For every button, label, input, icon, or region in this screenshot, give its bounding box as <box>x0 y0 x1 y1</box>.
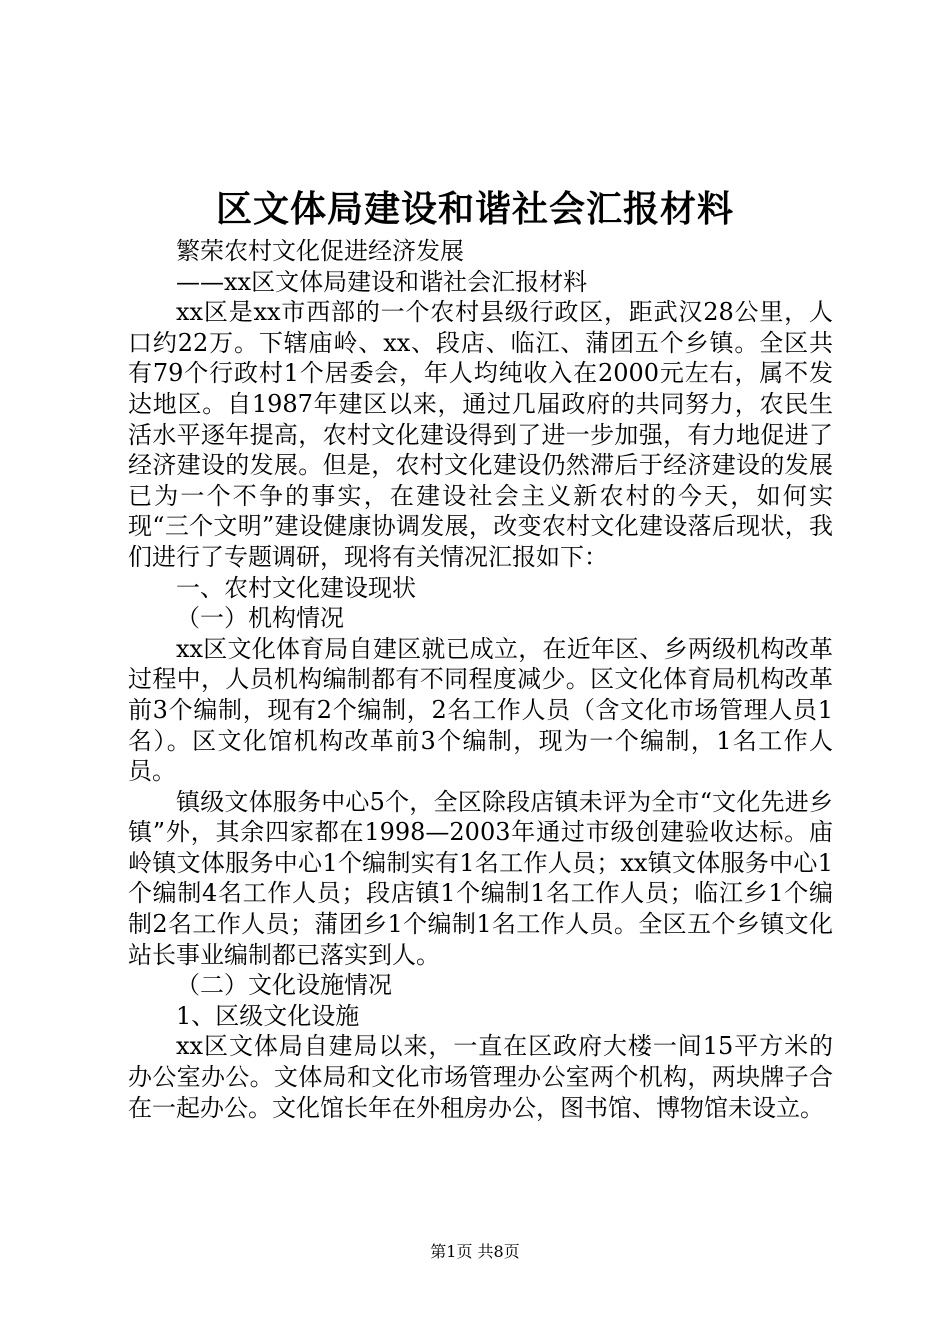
subtitle-line: 繁荣农村文化促进经济发展 <box>176 237 464 265</box>
item-heading-1: 1、区级文化设施 <box>176 1001 360 1030</box>
section-heading-1: 一、农村文化建设现状 <box>176 573 416 602</box>
paragraph-intro: xx区是xx市西部的一个农村县级行政区，距武汉28公里，人口约22万。下辖庙岭、xx、段店、临江、蒲团五个乡镇。全区共有79个行政村1个居委会，年人均纯收入在2000元左右，属不发达地区。自1987年建区以来，通过几届政府的共同努力，农民生活水平逐年提高，农村文化建设得到了进一步加强，有力地促进了经济建设的发展。但是，农村文化建设仍然滞后于经济建设的发展已为一个不争的事实，在建设社会主义新农村的今天，如何实现“三个文明”建设健康协调发展，改变农村文化建设落后现状，我们进行了专题调研，现将有关情况汇报如下： <box>128 298 833 571</box>
paragraph-organization: xx区文化体育局自建区就已成立，在近年区、乡两级机构改革过程中，人员机构编制都有不同程度减少。区文化体育局机构改革前3个编制，现有2个编制，2名工作人员（含文化市场管理人员1名）。区文化馆机构改革前3个编制，现为一个编制，1名工作人员。 <box>128 634 833 786</box>
subsection-heading-1: （一）机构情况 <box>176 604 344 633</box>
subtitle-source-line: ——xx区文体局建设和谐社会汇报材料 <box>176 267 588 296</box>
paragraph-district-facilities: xx区文体局自建局以来，一直在区政府大楼一间15平方米的办公室办公。文体局和文化市场管理办公室两个机构，两块牌子合在一起办公。文化馆长年在外租房办公，图书馆、博物馆未设立。 <box>128 1032 833 1122</box>
paragraph-town-centers: 镇级文体服务中心5个，全区除段店镇未评为全市“文化先进乡镇”外，其余四家都在1998—2003年通过市级创建验收达标。庙岭镇文体服务中心1个编制实有1名工作人员；xx镇文体服务中心1个编制4名工作人员；段店镇1个编制1名工作人员；临江乡1个编制2名工作人员；蒲团乡1个编制1名工作人员。全区五个乡镇文化站长事业编制都已落实到人。 <box>128 787 833 969</box>
document-title: 区文体局建设和谐社会汇报材料 <box>215 188 734 230</box>
page-number-footer: 第1页 共8页 <box>430 1242 520 1261</box>
subsection-heading-2: （二）文化设施情况 <box>176 971 392 1000</box>
document-body <box>128 236 833 1123</box>
